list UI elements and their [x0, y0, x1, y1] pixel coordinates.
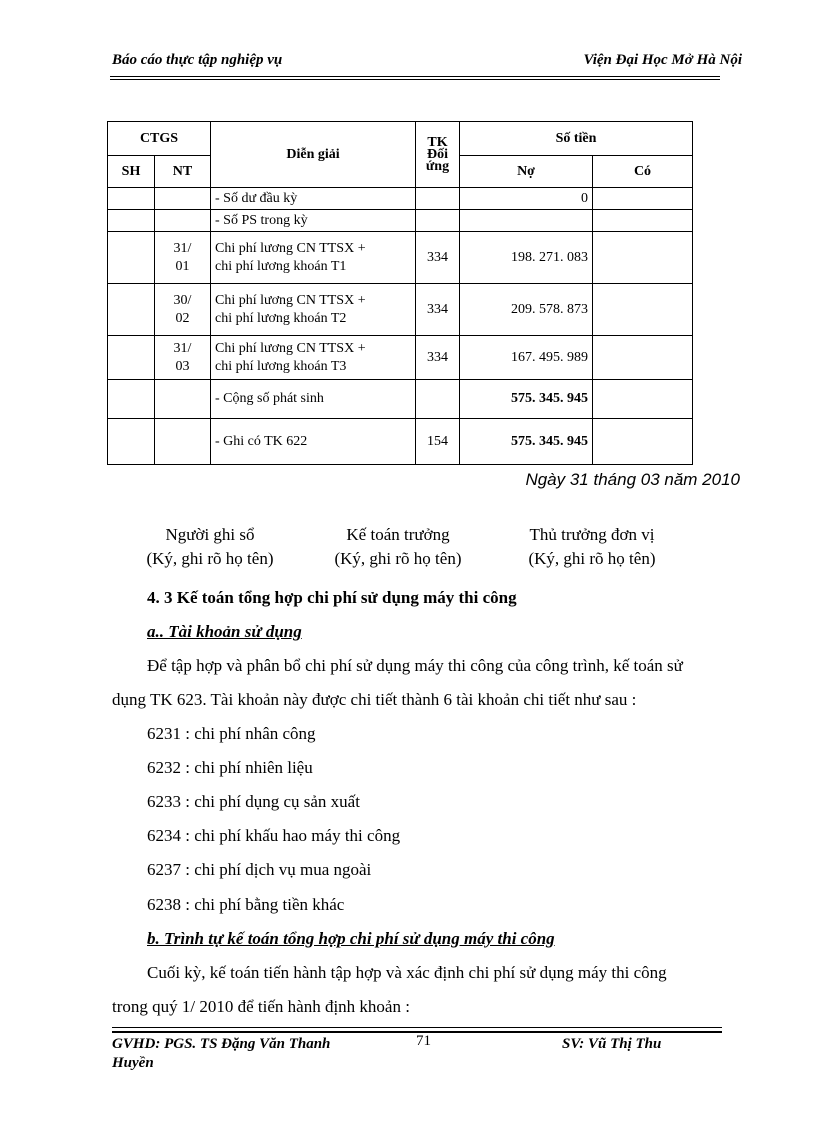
cell-desc-line1: Chi phí lương CN TTSX +	[215, 340, 366, 356]
cell-desc	[211, 284, 416, 336]
cell-co	[593, 232, 693, 284]
account-item: 6233 : chi phí dụng cụ sản xuất	[147, 792, 360, 811]
cell-nt	[155, 380, 211, 419]
cell-sh	[108, 284, 155, 336]
cell-co	[593, 336, 693, 380]
paragraph-2-line-2: trong quý 1/ 2010 để tiến hành định khoản :	[112, 997, 410, 1016]
col-sh: SH	[108, 156, 155, 188]
page-header	[112, 52, 742, 76]
cell-desc	[211, 232, 416, 284]
cell-nt-month: 01	[175, 258, 190, 274]
header-rule	[110, 76, 720, 77]
table-row	[108, 284, 693, 336]
col-tk-line3: ứng	[425, 158, 450, 174]
paragraph-2-line-1: Cuối kỳ, kế toán tiến hành tập hợp và xác định chi phí sử dụng máy thi công	[147, 963, 667, 982]
header-rule-2	[110, 79, 720, 80]
col-tk-line2: Đối	[427, 146, 448, 162]
account-item: 6234 : chi phí khấu hao máy thi công	[147, 826, 401, 845]
cell-sh	[108, 336, 155, 380]
cell-tk: 334	[416, 232, 460, 284]
col-no: Nợ	[460, 156, 593, 188]
table-row	[108, 380, 693, 419]
cell-desc-line2: chi phí lương khoán T1	[215, 258, 347, 274]
signature-title: Kế toán trưởng	[346, 525, 450, 544]
cell-desc: - Cộng số phát sinh	[211, 380, 416, 419]
cell-nt	[155, 232, 211, 284]
cell-tk	[416, 210, 460, 232]
col-dien-giai: Diễn giải	[211, 122, 416, 188]
subsection-a-heading: a.. Tài khoản sử dụng	[147, 622, 302, 641]
signature-note: (Ký, ghi rõ họ tên)	[528, 549, 656, 568]
cell-no: 209. 578. 873	[460, 284, 593, 336]
account-item: 6238 : chi phí bằng tiền khác	[147, 895, 345, 914]
paragraph-1-line-2: dụng TK 623. Tài khoản này được chi tiết thành 6 tài khoản chi tiết như sau :	[112, 690, 637, 709]
col-tk-line1: TK	[427, 134, 448, 150]
cell-sh	[108, 380, 155, 419]
table-row	[108, 419, 693, 465]
col-ctgs: CTGS	[108, 122, 211, 156]
signature-title: Người ghi sổ	[165, 525, 255, 544]
cell-sh	[108, 232, 155, 284]
footer-supervisor: GVHD: PGS. TS Đặng Văn Thanh	[112, 1036, 331, 1052]
cell-nt	[155, 188, 211, 210]
cell-sh	[108, 188, 155, 210]
cell-sh	[108, 210, 155, 232]
date-line: Ngày 31 tháng 03 năm 2010	[525, 470, 740, 489]
cell-desc: - Ghi có TK 622	[211, 419, 416, 465]
header-institution: Viện Đại Học Mở Hà Nội	[583, 52, 742, 68]
cell-nt-month: 02	[175, 310, 190, 326]
footer-rule	[112, 1027, 722, 1028]
cell-nt-day: 31/	[173, 240, 192, 256]
cell-tk: 334	[416, 336, 460, 380]
table-row	[108, 336, 693, 380]
cell-nt	[155, 419, 211, 465]
cell-nt-month: 03	[175, 358, 190, 374]
cell-desc: - Số dư đầu kỳ	[211, 188, 416, 210]
cell-tk: 154	[416, 419, 460, 465]
col-so-tien: Số tiền	[460, 122, 693, 156]
cell-tk: 334	[416, 284, 460, 336]
ledger-table	[107, 121, 693, 465]
header-report-title: Báo cáo thực tập nghiệp vụ	[112, 52, 283, 68]
cell-desc-line2: chi phí lương khoán T3	[215, 358, 347, 374]
table-row	[108, 232, 693, 284]
signature-title: Thủ trưởng đơn vị	[529, 525, 655, 544]
cell-co	[593, 188, 693, 210]
cell-no	[460, 210, 593, 232]
account-item: 6232 : chi phí nhiên liệu	[147, 758, 313, 777]
col-nt: NT	[155, 156, 211, 188]
col-tk-doi-ung	[416, 122, 460, 188]
cell-no: 575. 345. 945	[460, 380, 593, 419]
subsection-b-heading: b. Trình tự kế toán tổng hợp chi phí sử dụng máy thi công	[147, 929, 555, 948]
paragraph-1-line-1: Để tập hợp và phân bổ chi phí sử dụng máy thi công của công trình, kế toán sử	[147, 656, 683, 675]
footer-supervisor-cont: Huyền	[112, 1055, 154, 1071]
signature-note: (Ký, ghi rõ họ tên)	[146, 549, 274, 568]
table-row	[108, 188, 693, 210]
cell-nt	[155, 284, 211, 336]
signature-chief-accountant	[318, 523, 478, 571]
page-number: 71	[416, 1033, 431, 1049]
cell-nt	[155, 210, 211, 232]
cell-nt-day: 30/	[173, 292, 192, 308]
cell-desc-line1: Chi phí lương CN TTSX +	[215, 292, 366, 308]
signature-note: (Ký, ghi rõ họ tên)	[334, 549, 462, 568]
col-co: Có	[593, 156, 693, 188]
cell-nt	[155, 336, 211, 380]
account-item: 6237 : chi phí dịch vụ mua ngoài	[147, 860, 372, 879]
footer-student: SV: Vũ Thị Thu	[562, 1036, 662, 1052]
cell-desc-line1: Chi phí lương CN TTSX +	[215, 240, 366, 256]
signature-head-of-unit	[512, 523, 672, 571]
cell-no: 575. 345. 945	[460, 419, 593, 465]
cell-desc: - Số PS trong kỳ	[211, 210, 416, 232]
cell-co	[593, 419, 693, 465]
cell-desc-line2: chi phí lương khoán T2	[215, 310, 347, 326]
cell-co	[593, 284, 693, 336]
table-row	[108, 210, 693, 232]
cell-co	[593, 210, 693, 232]
cell-nt-day: 31/	[173, 340, 192, 356]
cell-no: 198. 271. 083	[460, 232, 593, 284]
cell-tk	[416, 380, 460, 419]
cell-no: 0	[460, 188, 593, 210]
account-item: 6231 : chi phí nhân công	[147, 724, 316, 743]
cell-no: 167. 495. 989	[460, 336, 593, 380]
signature-preparer	[130, 523, 290, 571]
table-header-row	[108, 122, 693, 156]
cell-desc	[211, 336, 416, 380]
cell-co	[593, 380, 693, 419]
cell-tk	[416, 188, 460, 210]
section-heading: 4. 3 Kế toán tổng hợp chi phí sử dụng máy thi công	[147, 588, 517, 607]
cell-sh	[108, 419, 155, 465]
